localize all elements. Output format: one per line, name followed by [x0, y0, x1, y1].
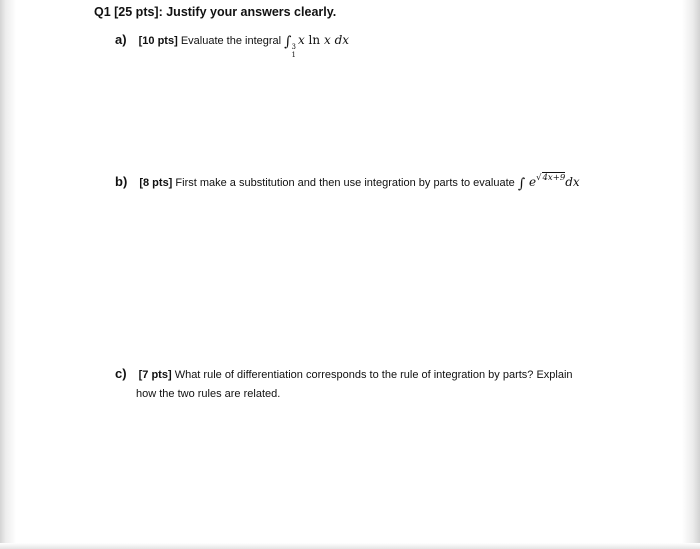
part-a-integral — [284, 33, 350, 59]
part-b-text: First make a substitution and then use integration by parts to evaluate — [175, 177, 515, 189]
integral-sign: ∫ — [284, 34, 292, 50]
part-b-points: [8 pts] — [139, 177, 173, 189]
integral-sign: ∫ — [517, 176, 526, 192]
integral-limits — [291, 43, 295, 59]
part-c-points: [7 pts] — [138, 369, 172, 381]
differential-a: dx — [334, 33, 350, 47]
ln-function: ln — [308, 33, 321, 47]
page-shadow-right — [682, 0, 700, 549]
question-title: Q1 [25 pts]: Justify your answers clearly. — [94, 5, 337, 19]
lower-limit: 1 — [291, 51, 296, 59]
ln-argument: x — [323, 33, 331, 47]
radical-sign: √ — [536, 173, 542, 183]
part-b — [115, 174, 580, 192]
integrand-x: x — [297, 33, 305, 47]
exp-base: e — [528, 175, 537, 189]
part-c-letter: c) — [115, 366, 127, 381]
part-a — [115, 32, 349, 59]
part-c — [115, 366, 573, 381]
part-c-text-line2: how the two rules are related. — [136, 388, 281, 400]
part-a-points: [10 pts] — [138, 35, 178, 47]
part-b-integral — [517, 173, 580, 192]
exponent — [536, 173, 565, 183]
radicand: 4x+9 — [542, 173, 566, 183]
differential-b: dx — [565, 175, 580, 189]
upper-limit: 3 — [291, 43, 296, 51]
part-a-letter: a) — [115, 32, 127, 47]
part-a-text: Evaluate the integral — [180, 35, 282, 47]
part-b-letter: b) — [115, 174, 128, 189]
page-shadow-bottom — [0, 543, 700, 549]
part-c-text: What rule of differentiation corresponds to the rule of integration by parts? Explain — [174, 369, 573, 381]
page-shadow-left — [0, 0, 16, 549]
